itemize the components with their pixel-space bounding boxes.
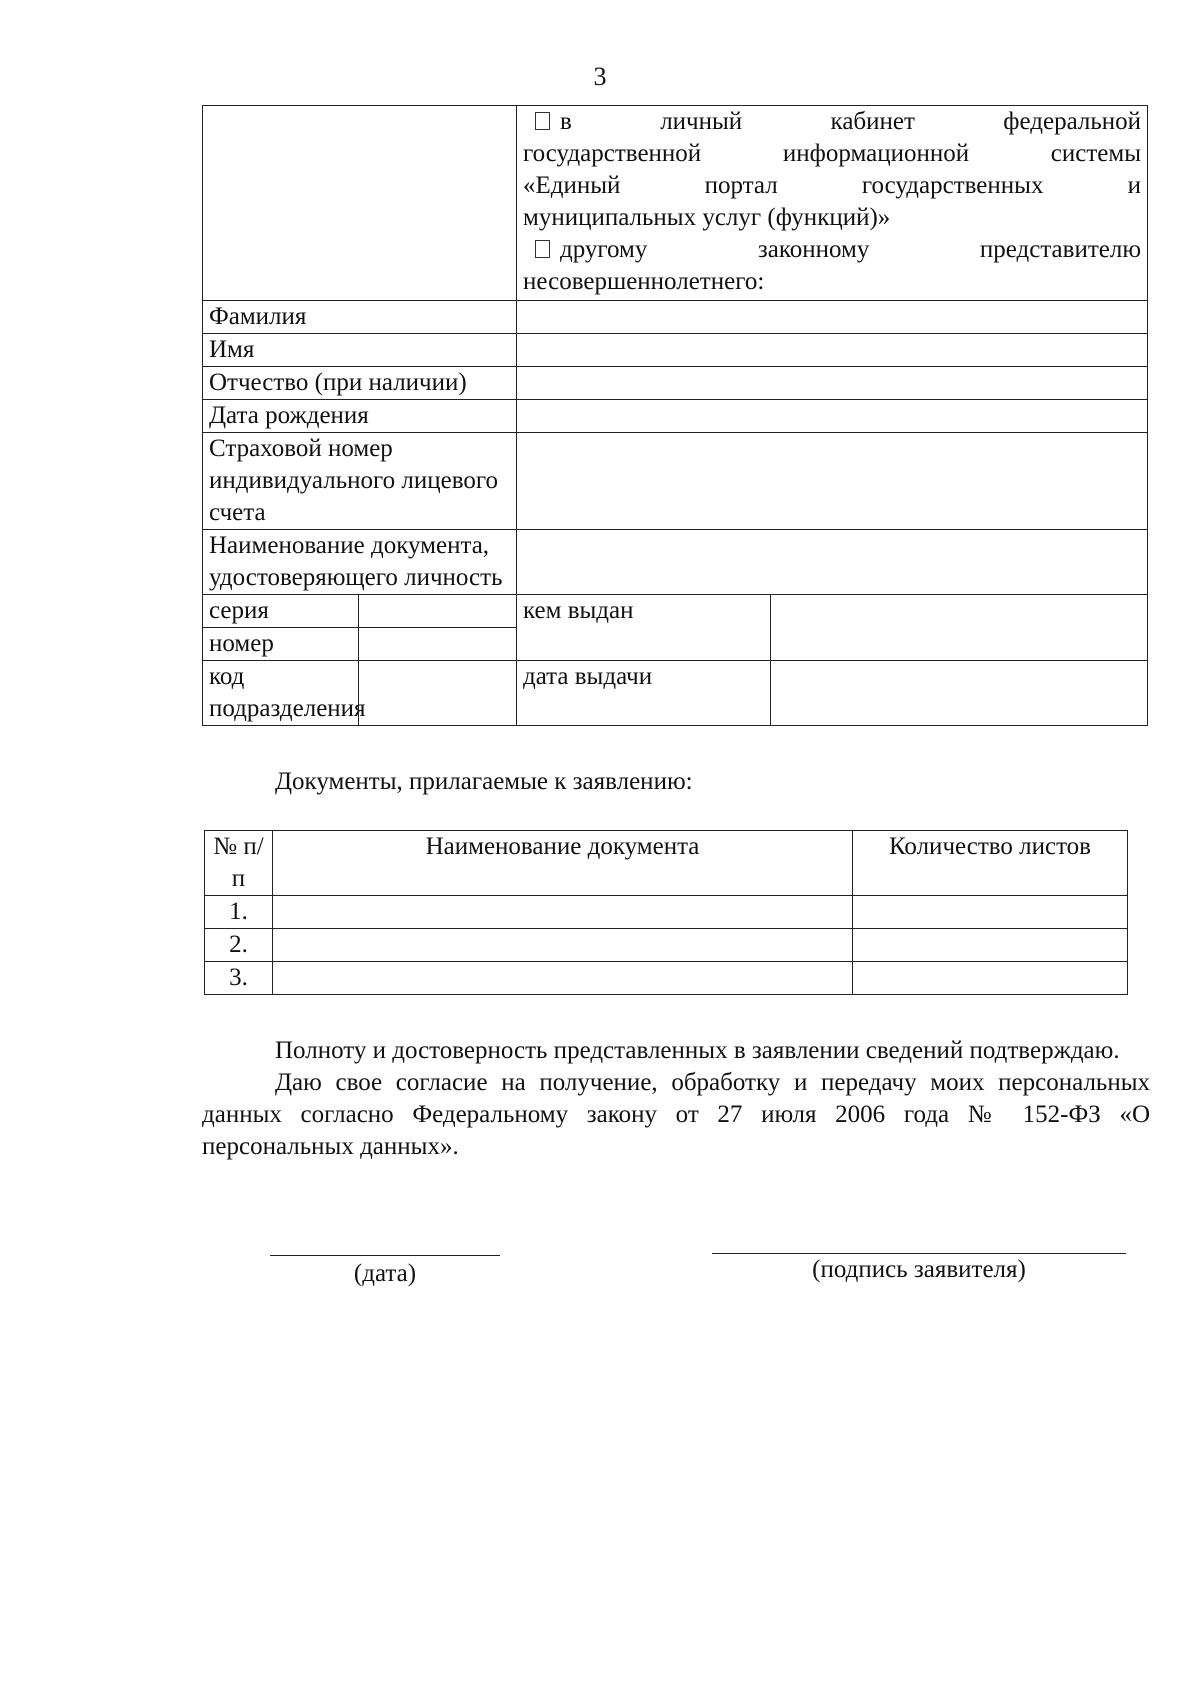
row-sheet-count[interactable] — [853, 929, 1128, 962]
delivery-row — [203, 106, 1148, 301]
delivery-option-representative: другому законному представителю — [523, 234, 1141, 266]
issue-date-value[interactable] — [771, 661, 1148, 726]
issued-by-value[interactable] — [771, 595, 1148, 661]
surname-label: Фамилия — [203, 301, 517, 334]
birth-date-row — [203, 400, 1148, 433]
representative-checkbox[interactable] — [535, 240, 550, 258]
column-header-sheets: Количество листов — [853, 831, 1128, 896]
issued-by-label: кем выдан — [517, 595, 771, 661]
delivery-options-cell: в личный кабинет федеральной государственной информационной системы «Единый портал государственных и муниципальных услуг (функций)» другому законному представителю несовершеннолетнего: — [517, 106, 1148, 301]
statement-block — [202, 1035, 1150, 1163]
id-document-value[interactable] — [517, 530, 1148, 595]
series-row — [203, 595, 1148, 628]
table-row — [205, 896, 1128, 929]
dept-code-label: код подразделения — [203, 661, 359, 726]
issue-date-label: дата выдачи — [517, 661, 771, 726]
delivery-empty-cell — [203, 106, 517, 301]
patronymic-label: Отчество (при наличии) — [203, 367, 517, 400]
delivery-option-portal: в личный кабинет федеральной — [523, 106, 1141, 138]
name-label: Имя — [203, 334, 517, 367]
dept-code-row — [203, 661, 1148, 726]
number-label: номер — [203, 628, 359, 661]
page-number: 3 — [593, 62, 607, 91]
surname-value[interactable] — [517, 301, 1148, 334]
id-document-row — [203, 530, 1148, 595]
attachments-header-row — [205, 831, 1128, 896]
row-number: 3. — [205, 962, 273, 995]
row-number: 2. — [205, 929, 273, 962]
birth-date-label: Дата рождения — [203, 400, 517, 433]
table-row — [205, 929, 1128, 962]
applicant-signature-line[interactable] — [712, 1253, 1126, 1254]
name-row — [203, 334, 1148, 367]
row-sheet-count[interactable] — [853, 962, 1128, 995]
row-document-name[interactable] — [273, 896, 853, 929]
attachments-title: Документы, прилагаемые к заявлению: — [275, 768, 693, 795]
number-value[interactable] — [359, 628, 517, 661]
table-row — [205, 962, 1128, 995]
portal-checkbox[interactable] — [535, 112, 550, 130]
birth-date-value[interactable] — [517, 400, 1148, 433]
name-value[interactable] — [517, 334, 1148, 367]
confirmation-paragraph: Полноту и достоверность представленных в заявлении сведений подтверждаю. — [275, 1037, 1120, 1064]
row-document-name[interactable] — [273, 929, 853, 962]
dept-code-value[interactable] — [359, 661, 517, 726]
surname-row — [203, 301, 1148, 334]
date-caption: (дата) — [353, 1260, 417, 1287]
snils-value[interactable] — [517, 433, 1148, 530]
consent-paragraph: Даю свое согласие на получение, обработку и передачу моих персональных данных согласно Федеральному закону от 27 июля 2006 года № 152-ФЗ «О персональных данных». — [202, 1069, 1150, 1160]
column-header-name: Наименование документа — [273, 831, 853, 896]
date-signature-line[interactable] — [270, 1255, 500, 1256]
row-document-name[interactable] — [273, 962, 853, 995]
series-value[interactable] — [359, 595, 517, 628]
patronymic-value[interactable] — [517, 367, 1148, 400]
snils-row — [203, 433, 1148, 530]
attachments-table — [204, 830, 1128, 995]
patronymic-row — [203, 367, 1148, 400]
applicant-form-table — [202, 105, 1148, 726]
row-number: 1. — [205, 896, 273, 929]
id-document-label: Наименование документа, удостоверяющего личность — [203, 530, 517, 595]
series-label: серия — [203, 595, 359, 628]
column-header-num: № п/п — [205, 831, 273, 896]
snils-label: Страховой номер индивидуального лицевого счета — [203, 433, 517, 530]
row-sheet-count[interactable] — [853, 896, 1128, 929]
signature-caption: (подпись заявителя) — [812, 1256, 1026, 1283]
